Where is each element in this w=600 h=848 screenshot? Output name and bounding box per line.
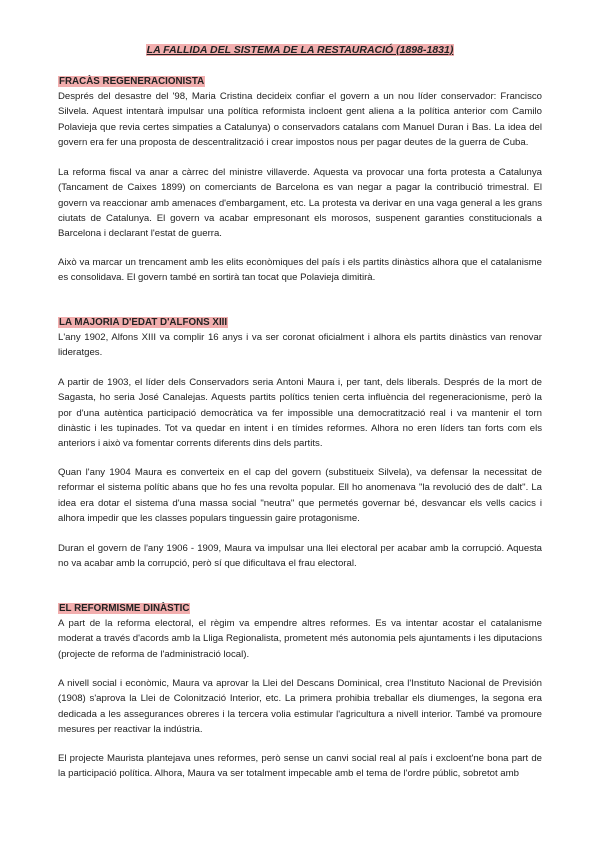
paragraph: A partir de 1903, el líder dels Conservadors seria Antoni Maura i, per tant, dels liberals. Després de la mort de Sagasta, ho seria José Canalejas. Aquests partits polítics tenien certa influència del regeneracionisme, però la por d'una autèntica participació democràtica va fer impossible una democratització real i va mantenir el torn dinàstic i les tupinades. Tot va quedar en intent i en tímides reformes. Alhora no eren líders tan forts com els anteriors i això va fomentar corrents diferents dins dels partits. <box>58 377 542 450</box>
paragraph: Això va marcar un trencament amb les elits econòmiques del país i els partits dinàstics alhora que el catalanisme es consolidava. El govern també en sortirà tan tocat que Polavieja dimitirà. <box>58 257 542 284</box>
section-heading-fracas: FRACÀS REGENERACIONISTA <box>59 76 205 87</box>
paragraph: A nivell social i econòmic, Maura va aprovar la Llei del Descans Dominical, crea l'Instituto Nacional de Previsión (1908) s'aprova la Llei de Colonització Interior, etc. La primera prohibia treballar els diumenges, la segona era dedicada a les assegurances obreres i la tercera volia estimular l'agricultura a nivell interior. També va promoure mesures per reactivar la indústria. <box>58 678 542 735</box>
paragraph: Després del desastre del '98, Maria Cristina decideix confiar el govern a un nou líder conservador: Francisco Silvela. Aquest intentarà impulsar una política reformista incloent gent aliena a la política anterior com Camilo Polavieja que revia certes simpaties a Catalunya) o conservadors catalans com Manuel Duran i Bas. La idea del govern era fer una proposta de descentralització i crear impostos nous per pagar deutes de la guerra de Cuba. <box>58 91 542 148</box>
paragraph: Quan l'any 1904 Maura es converteix en el cap del govern (substitueix Silvela), va defensar la necessitat de reformar el sistema polític abans que ho fes una revolta popular. Ell ho anomenava "la revolució des de dalt". La idea era dotar el sistema d'una massa social "neutra" que permetés governar bé, desvancar els vells cacics i alhora impedir que les classes populars tinguessin gaire protagonisme. <box>58 467 542 524</box>
document-title: LA FALLIDA DEL SISTEMA DE LA RESTAURACIÓ (1898-1831) <box>146 44 454 56</box>
section-heading-reformisme: EL REFORMISME DINÀSTIC <box>59 603 190 614</box>
paragraph: Duran el govern de l'any 1906 - 1909, Maura va impulsar una llei electoral per acabar amb la corrupció. Aquesta no va acabar amb la corrupció, però sí que dificultava el frau electoral. <box>58 543 542 570</box>
paragraph: L'any 1902, Alfons XIII va complir 16 anys i va ser coronat oficialment i alhora els partits dinàstics van renovar lideratges. <box>58 332 542 359</box>
paragraph: La reforma fiscal va anar a càrrec del ministre villaverde. Aquesta va provocar una forta protesta a Catalunya (Tancament de Caixes 1899) on comerciants de Barcelona es van negar a pagar la contribució trimestral. El govern va reaccionar amb amenaces d'embargament, etc. La protesta va derivar en una vaga general a les grans ciutats de Catalunya. El govern va acabar empresonant els morosos, suspenent garanties constitucionals a Barcelona i declarant l'estat de guerra. <box>58 167 542 240</box>
paragraph: El projecte Maurista plantejava unes reformes, però sense un canvi social real al país i excloent'ne bona part de la participació política. Alhora, Maura va ser totalment impecable amb el tema de l'ordre públic, sobretot amb <box>58 753 542 780</box>
section-heading-majoria: LA MAJORIA D'EDAT D'ALFONS XIII <box>59 317 228 328</box>
paragraph: A part de la reforma electoral, el règim va empendre altres reformes. Es va intentar acostar el catalanisme moderat a través d'acords amb la Lliga Regionalista, prometent més autonomia pels ajuntaments i les diputacions (projecte de reforma de l'administració local). <box>58 618 542 660</box>
